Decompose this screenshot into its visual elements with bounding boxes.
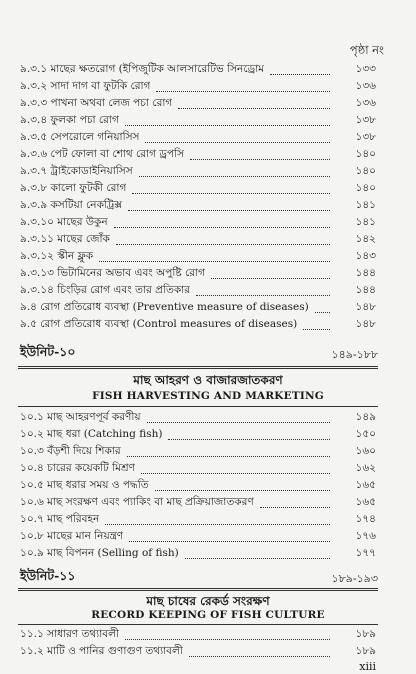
toc-row: ১০.৬ মাছ সংরক্ষণ এবং প্যাকিং বা মাছ প্রক্রিয়াজাতকরণ ১৬৫ <box>20 495 376 508</box>
dot-leader <box>303 320 330 330</box>
dot-leader <box>189 647 330 657</box>
toc-row: ৯.৩.১০ মাছের উকুন ১৪১ <box>20 215 376 228</box>
unit-11-heading: ইউনিট-১১ <box>20 568 76 583</box>
unit-11-range: ১৮৯-১৯৩ <box>331 572 378 585</box>
page-number-header: পৃষ্ঠা নং <box>349 43 384 57</box>
toc-row: ৯.৩.৭ ট্রাইকোডাইনিয়াসিস ১৪০ <box>20 164 376 177</box>
toc-row: ৯.৩.৪ ফুলকা পচা রোগ ১৩৮ <box>20 113 376 126</box>
dot-leader <box>127 447 330 457</box>
toc-row: ৯.৩.১ মাছের ক্ষতরোগ (ইপিজুটিক আলসারেটিভ সিনড্রোম ১৩৩ <box>20 62 376 75</box>
toc-row: ৯.৩.৩ পাখনা অথবা লেজ পচা রোগ ১৩৬ <box>20 96 376 109</box>
dot-leader <box>196 286 330 296</box>
dot-leader <box>156 82 330 92</box>
toc-row: ৯.৩.৯ কসটিয়া নেকট্রিক্স ১৪১ <box>20 198 376 211</box>
dot-leader <box>105 515 330 525</box>
toc-row: ৯.৩.১৪ চিংড়ির রোগ এবং তার প্রতিকার ১৪৪ <box>20 283 376 296</box>
toc-row: ১০.৯ মাছ বিপনন (Selling of fish) ১৭৭ <box>20 546 376 559</box>
toc-row: ৯.৩.১২ স্কীন ফ্লুক ১৪৩ <box>20 249 376 262</box>
dot-leader <box>132 184 330 194</box>
unit-10-heading: ইউনিট-১০ <box>20 344 76 359</box>
page-footer-number: xiii <box>359 660 376 673</box>
toc-row: ১০.১ মাছ আহরণপূর্ব করণীয় ১৪৯ <box>20 410 376 423</box>
dot-leader <box>147 413 330 423</box>
toc-row: ১১.১ সাধারণ তথ্যাবলী ১৮৯ <box>20 627 376 640</box>
unit-11-title-bn: মাছ চাষের রেকর্ড সংরক্ষণ <box>146 594 270 608</box>
rule <box>18 624 378 625</box>
toc-row: ৯.৪ রোগ প্রতিরোধ ব্যবস্থা (Preventive measure of diseases) ১৪৮ <box>20 300 376 313</box>
toc-row: ৯.৩.২ সাদা দাগ বা ফুটকি রোগ ১৩৬ <box>20 79 376 92</box>
toc-row: ১০.৪ চারের কয়েকটি মিশ্রণ ১৬২ <box>20 461 376 474</box>
dot-leader <box>145 133 330 143</box>
toc-row: ১১.২ মাটি ও পানির গুণাগুণ তথ্যাবলী ১৮৯ <box>20 644 376 657</box>
dot-leader <box>141 464 330 474</box>
unit-10-range: ১৪৯-১৮৮ <box>331 348 378 361</box>
dot-leader <box>185 549 330 559</box>
toc-row: ৯.৫ রোগ প্রতিরোধ ব্যবস্থা (Control measures of diseases) ১৪৮ <box>20 317 376 330</box>
toc-row: ৯.৩.৬ পেট ফোলা বা শোথ রোগ ড্রপসি ১৪০ <box>20 147 376 160</box>
dot-leader <box>116 235 330 245</box>
dot-leader <box>125 630 330 640</box>
toc-row: ১০.৮ মাছের মান নিয়ন্ত্রণ ১৭৬ <box>20 529 376 542</box>
dot-leader <box>168 430 330 440</box>
dot-leader <box>125 116 330 126</box>
dot-leader <box>211 269 330 279</box>
unit-10-title-en: FISH HARVESTING AND MARKETING <box>92 390 324 402</box>
toc-row: ১০.৭ মাছ পরিবহন ১৭৪ <box>20 512 376 525</box>
toc-row: ৯.৩.১১ মাছের জোঁক ১৪২ <box>20 232 376 245</box>
dot-leader <box>190 150 330 160</box>
rule <box>18 406 378 407</box>
dot-leader <box>315 303 330 313</box>
rule <box>18 588 378 591</box>
toc-row: ৯.৩.৮ কালো ফুটকী রোগ ১৪০ <box>20 181 376 194</box>
dot-leader <box>139 167 330 177</box>
unit-11-title-en: RECORD KEEPING OF FISH CULTURE <box>91 609 325 621</box>
rule <box>18 366 378 369</box>
dot-leader <box>128 201 330 211</box>
toc-row: ১০.৩ বঁড়শী দিয়ে শিকার ১৬০ <box>20 444 376 457</box>
dot-leader <box>270 65 330 75</box>
toc-row: ৯.৩.৫ সেপরোলে গনিয়াসিস ১৩৮ <box>20 130 376 143</box>
unit-10-title-bn: মাছ আহরণ ও বাজারজাতকরণ <box>133 373 283 387</box>
dot-leader <box>114 218 330 228</box>
dot-leader <box>129 532 330 542</box>
dot-leader <box>155 481 330 491</box>
toc-row: ১০.৫ মাছ ধরার সময় ও পদ্ধতি ১৬৫ <box>20 478 376 491</box>
dot-leader <box>99 252 330 262</box>
toc-row: ১০.২ মাছ ধরা (Catching fish) ১৫০ <box>20 427 376 440</box>
dot-leader <box>260 498 330 508</box>
toc-row: ৯.৩.১৩ ভিটামিনের অভাব এবং অপুষ্টি রোগ ১৪৪ <box>20 266 376 279</box>
dot-leader <box>178 99 330 109</box>
